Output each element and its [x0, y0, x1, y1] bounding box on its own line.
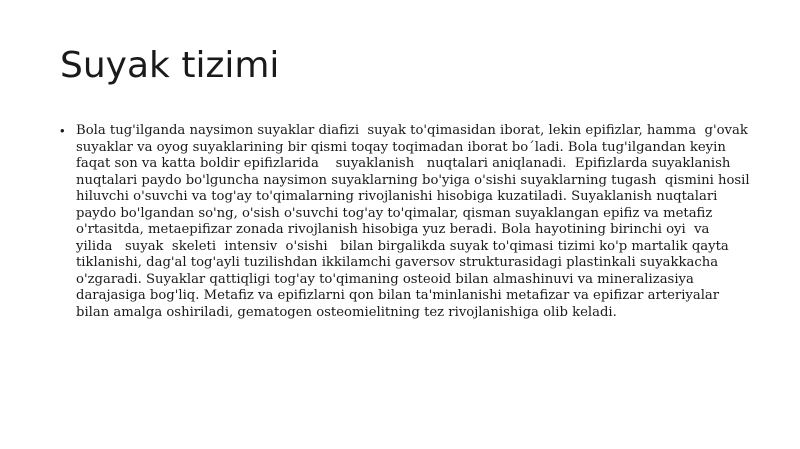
bullet-item [60, 123, 754, 321]
bullet-marker: • [60, 123, 65, 138]
bullet-list [60, 123, 754, 321]
bullet-text: Bola tug'ilganda naysimon suyaklar diafizi suyak to'qimasidan iborat, lekin epifizlar, hamma g'ovak suyaklar va oyog suyaklarining bir qismi toqay toqimadan iborat bo´ladi. Bola tug'ilgandan keyin faqat son va katta boldir epifizlarida suyaklanish nuqtalari aniqlanadi. Epifizlarda suyaklanish nuqtalari paydo bo'lguncha naysimon suyaklarning bo'yiga o'sishi suyaklarning tugash qismini hosil hiluvchi o'suvchi va tog'ay to'qimalarning rivojlanishi hisobiga kuzatiladi. Suyaklanish nuqtalari paydo bo'lgandan so'ng, o'sish o'suvchi tog'ay to'qimalar, qisman suyaklangan epifiz va metafiz o'rtasitda, metaepifizar zonada rivojlanish hisobiga yuz beradi. Bola hayotining birinchi oyi va yilida suyak skeleti intensiv o'sishi bilan birgalikda suyak to'qimasi tizimi ko'p martalik qayta tiklanishi, dag'al tog'ayli tuzilishdan ikkilamchi gaversov strukturasidagi plastinkali suyakkacha o'zgaradi. Suyaklar qattiqligi tog'ay to'qimaning osteoid bilan almashinuvi va mineralizasiya darajasiga bog'liq. Metafiz va epifizlarni qon bilan ta'minlanishi metafizar va epifizar arteriyalar bilan amalga oshiriladi, gematogen osteomielitning tez rivojlanishiga olib keladi. [76, 123, 754, 320]
slide-title: Suyak tizimi [60, 45, 280, 86]
